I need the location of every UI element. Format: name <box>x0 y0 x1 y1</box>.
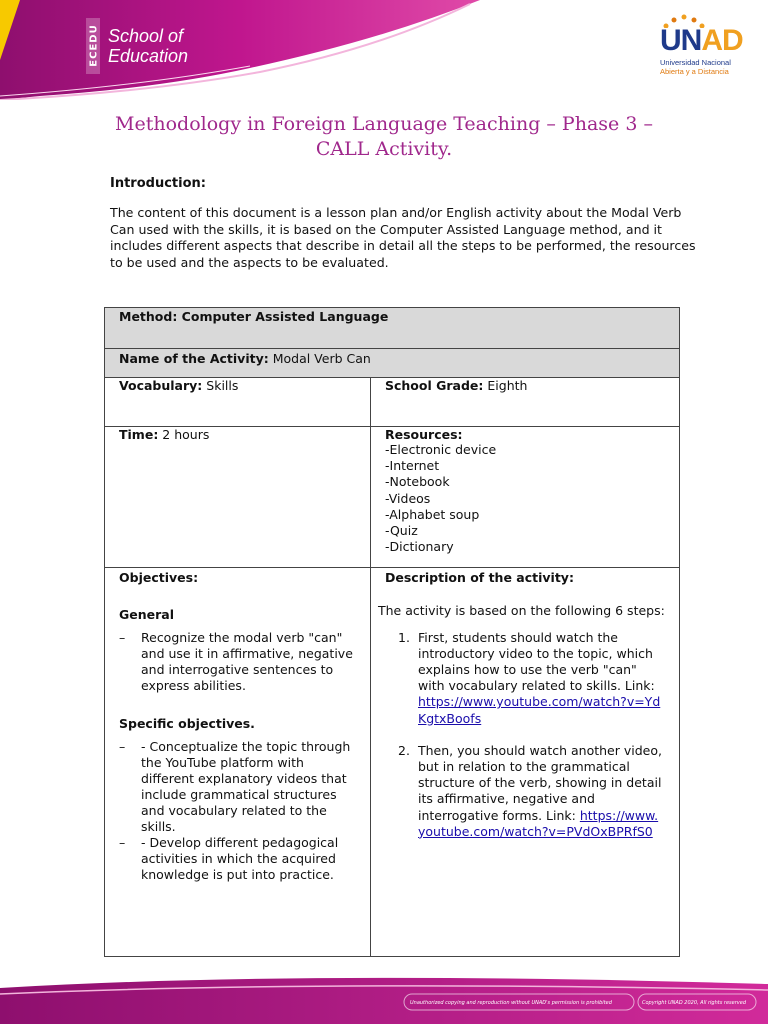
list-item: -Internet <box>385 458 440 474</box>
document-title: Methodology in Foreign Language Teaching – Phase 3 – CALL Activity. <box>115 113 653 160</box>
vocabulary-value: Skills <box>202 378 239 393</box>
introduction-heading: Introduction: <box>110 176 206 191</box>
unad-wordmark: UNAD <box>660 24 743 57</box>
vocabulary-label: Vocabulary: <box>119 378 203 393</box>
activity-name-value: Modal Verb Can <box>268 351 371 366</box>
unad-subtitle: Universidad Nacional Abierta y a Distancia <box>660 58 731 76</box>
activity-name-row <box>105 349 680 378</box>
list-item: 1. First, students should watch the introductory video to the topic, which explains how to use the verb "can" with vocabulary related to skills. Link: https://www.youtube.com/watch?v=YdKgtxBoofs <box>398 629 661 726</box>
list-item: -Electronic device <box>385 442 497 457</box>
general-objectives-list <box>119 630 356 694</box>
step-1-video-link[interactable]: https://www.youtube.com/watch?v=YdKgtxBoofs <box>418 694 661 726</box>
school-grade-value: Eighth <box>483 378 528 393</box>
list-item: -Dictionary <box>385 539 454 555</box>
list-item: -Alphabet soup <box>385 506 480 522</box>
lesson-plan-table <box>104 307 680 957</box>
introduction-paragraph: The content of this document is a lesson plan and/or English activity about the Modal Verb Can used with the skills, it is based on the Computer Assisted Language method, and it includes different aspects that describe in detail all the steps to be performed, the resources to be used and the aspects to be evaluated. <box>110 205 696 270</box>
list-item: – - Conceptualize the topic through the YouTube platform with different explanatory videos that include grammatical structures and vocabulary related to the skills. <box>119 739 356 835</box>
activity-name-label: Name of the Activity: <box>119 351 269 366</box>
list-item: – - Develop different pedagogical activities in which the acquired knowledge is put into practice. <box>119 835 356 883</box>
vocab-grade-row <box>105 378 680 427</box>
list-item: 2. Then, you should watch another video, but in relation to the grammatical structure of the verb, showing in detail its affirmative, negative and interrogative forms. Link: https://www.youtube.com/watch?v=PVdOxBPRfS0 <box>398 742 662 839</box>
objectives-description-row <box>105 568 680 957</box>
list-item: -Notebook <box>385 474 450 490</box>
page-footer <box>0 974 768 1024</box>
specific-objectives-list <box>119 739 356 883</box>
footer-copyright: Copyright UNAD 2020, All rights reserved <box>642 1000 746 1006</box>
list-item: – Recognize the modal verb "can" and use it in affirmative, negative and interrogative sentences to express abilities. <box>119 630 356 694</box>
step-2-video-link[interactable]: https://www.youtube.com/watch?v=PVdOxBPRfS0 <box>418 807 659 839</box>
description-intro: The activity is based on the following 6 steps: <box>378 603 665 619</box>
time-resources-row <box>105 427 680 568</box>
school-grade-label: School Grade: <box>385 378 484 393</box>
method-row <box>105 308 680 349</box>
objectives-label: Objectives: <box>119 570 199 586</box>
steps-list <box>396 630 665 840</box>
time-value: 2 hours <box>158 427 210 442</box>
resources-label: Resources: <box>385 427 463 442</box>
school-line-2: Education <box>108 46 189 66</box>
school-line-1: School of <box>108 26 184 46</box>
list-item: -Videos <box>385 490 431 506</box>
ecedu-tag: ECEDU <box>86 18 100 74</box>
method-label: Method: Computer Assisted Language <box>119 309 389 324</box>
description-label: Description of the activity: <box>385 570 574 586</box>
specific-objectives-heading: Specific objectives. <box>119 716 255 732</box>
footer-copy-notice: Unauthorized copying and reproduction without UNAD's permission is prohibited <box>410 1000 612 1006</box>
footer-banner-graphic <box>0 974 768 1024</box>
list-item: -Quiz <box>385 523 418 539</box>
page-header <box>0 0 768 100</box>
time-label: Time: <box>119 427 159 442</box>
general-objective-heading: General <box>119 607 174 623</box>
school-of-education-label <box>108 26 188 66</box>
resources-list <box>385 442 665 555</box>
